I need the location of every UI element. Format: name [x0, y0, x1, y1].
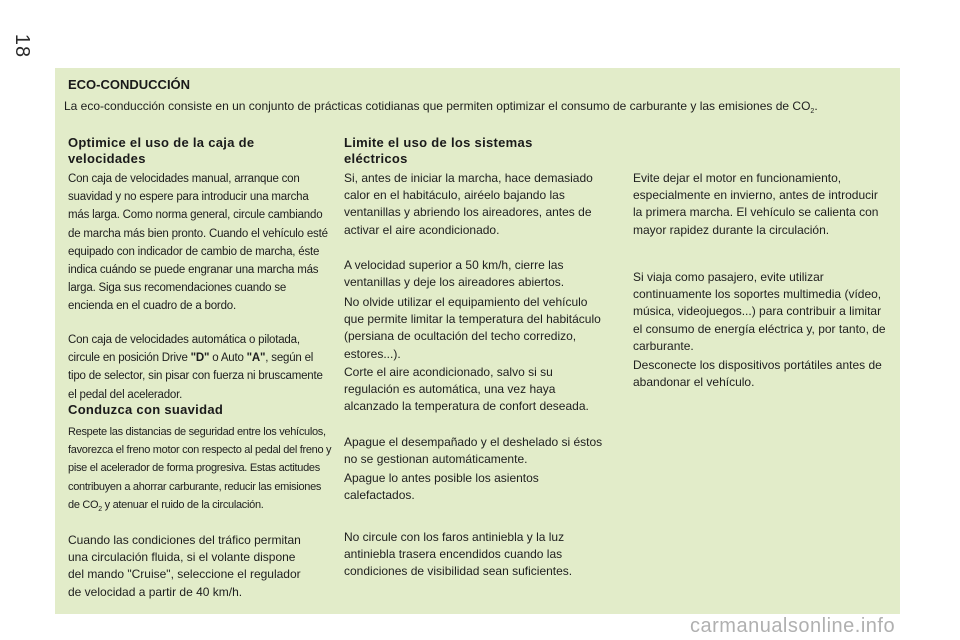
page-number: 18 — [11, 33, 33, 59]
fog-lights-paragraph: No circule con los faros antiniebla y la luz antiniebla trasera encendidos cuando las condiciones de visibilidad sean suficientes. — [344, 530, 573, 579]
multimedia-paragraph: Si viaja como pasajero, evite utilizar continuamente los soportes multimedia (vídeo, música, videojuegos...) para contribuir a limitar el consumo de energía eléctrica y, por tanto, de carburante. — [633, 270, 886, 353]
watermark: carmanualsonline.info — [690, 615, 896, 637]
demisting-paragraph: Apague el desempañado y el deshelado si éstos no se gestionan automáticamente. — [344, 435, 603, 467]
intro-paragraph: La eco-conducción consiste en un conjunto de prácticas cotidianas que permiten optimizar el consumo de carburante y las emisiones de $CO_2$. — [64, 99, 818, 115]
portable-devices-paragraph: Desconecte los dispositivos portátiles antes de abandonar el vehículo. — [633, 358, 882, 390]
ventilation-paragraph: Si, antes de iniciar la marcha, hace demasiado calor en el habitáculo, airéelo bajando las ventanillas y abriendo los aireadores, antes de activar el aire acondicionado. — [344, 171, 593, 237]
heated-seats-paragraph: Apague lo antes posible los asientos calefactados. — [344, 471, 539, 503]
smooth-driving-heading: Conduzca con suavidad — [68, 402, 224, 417]
cruise-control-paragraph: Cuando las condiciones del tráfico permitan una circulación fluida, si el volante dispone del mando "Cruise", seleccione el regulador de velocidad a partir de 40 km/h. — [68, 533, 301, 599]
manual-gearbox-paragraph: Con caja de velocidades manual, arranque con suavidad y no espere para introducir una marcha más larga. Como norma general, circule cambiando de marcha más bien pronto. Cuando el vehículo esté equipado con indicador de cambio de marcha, éste indica cuándo se puede engranar una marcha más larga. Siga sus recomendaciones cuando se encienda en el cuadro de a bordo. — [68, 173, 328, 313]
cabin-temperature-paragraph: No olvide utilizar el equipamiento del vehículo que permite limitar la temperatura del habitáculo (persiana de ocultación del techo corredizo, estores...). — [344, 295, 601, 361]
electrical-systems-heading: Limite el uso de los sistemas eléctricos — [344, 135, 533, 166]
air-conditioning-paragraph: Corte el aire acondicionado, salvo si su regulación es automática, una vez haya alcanzado la temperatura de confort deseada. — [344, 365, 589, 414]
idle-engine-paragraph: Evite dejar el motor en funcionamiento, especialmente en invierno, antes de introducir la primera marcha. El vehículo se calienta con mayor rapidez durante la circulación. — [633, 171, 879, 237]
windows-paragraph: A velocidad superior a 50 km/h, cierre las ventanillas y deje los aireadores abiertos. — [344, 258, 565, 290]
automatic-gearbox-paragraph: Con caja de velocidades automática o pilotada, circule en posición Drive "D" o Auto "A", según el tipo de selector, sin pisar con fuerza ni bruscamente el pedal del acelerador. — [68, 334, 323, 401]
smooth-driving-paragraph: Respete las distancias de seguridad entre los vehículos, favorezca el freno motor con respecto al pedal del freno y pise el acelerador de forma progresiva. Estas actitudes contribuyen a ahorrar carburante, reducir las emisiones de $CO_2$ y atenuar el ruido de la circulación. — [68, 426, 332, 513]
section-title: ECO-CONDUCCIÓN — [68, 77, 191, 92]
gearbox-heading: Optimice el uso de la caja de velocidades — [68, 135, 255, 166]
